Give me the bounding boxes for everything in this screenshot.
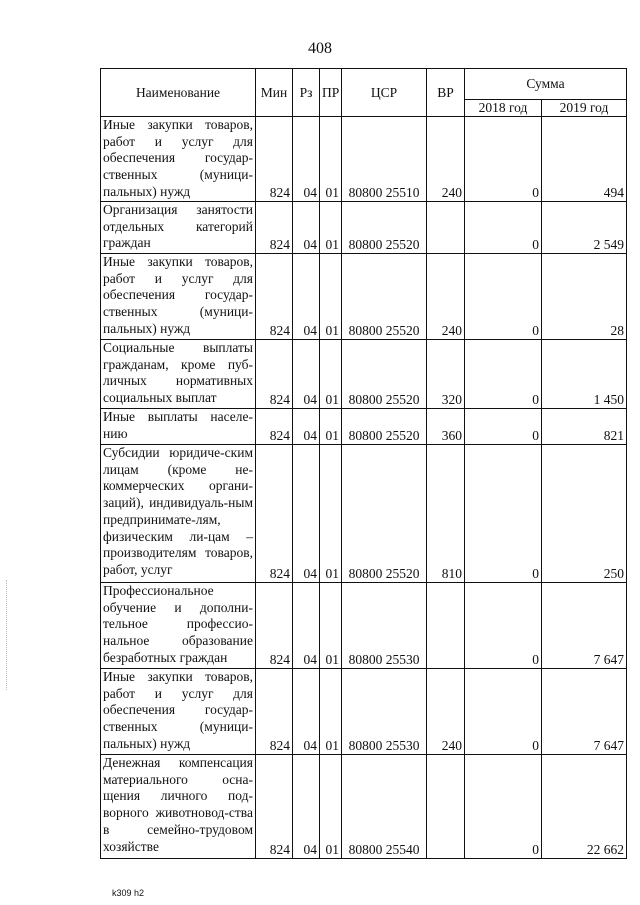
row-vr: [427, 755, 465, 859]
row-min: 824: [256, 340, 293, 409]
row-pr: 01: [320, 202, 342, 254]
row-vr: 240: [427, 117, 465, 202]
row-name: Профессиональное обучение и дополни-тельное профессио-нальное образование безработных граждан: [101, 583, 256, 669]
row-rz: 04: [293, 755, 320, 859]
footer-code: k309 h2: [112, 888, 145, 898]
row-2018: 0: [465, 445, 542, 583]
row-min: 824: [256, 409, 293, 445]
row-min: 824: [256, 117, 293, 202]
row-name: Иные закупки товаров, работ и услуг для обеспечения государ-ственных (муници-пальных) нужд: [101, 669, 256, 755]
table-row: [101, 254, 627, 340]
row-min: 824: [256, 755, 293, 859]
row-2019: 250: [542, 445, 627, 583]
row-vr: 360: [427, 409, 465, 445]
row-name: Организация занятости отдельных категорий граждан: [101, 202, 256, 254]
row-min: 824: [256, 583, 293, 669]
row-name: Субсидии юридиче-ским лицам (кроме не-коммерческих органи-заций), индивидуаль-ным предпринимате-лям, физическим ли-цам – производителям товаров, работ, услуг: [101, 445, 256, 583]
row-csr: 80800 25520: [342, 254, 427, 340]
row-2018: 0: [465, 669, 542, 755]
table-row: [101, 409, 627, 445]
header-min: Мин: [256, 69, 293, 117]
budget-table: [100, 68, 627, 859]
row-min: 824: [256, 202, 293, 254]
row-name: Иные закупки товаров, работ и услуг для обеспечения государ-ственных (муници-пальных) нужд: [101, 254, 256, 340]
row-name: Иные закупки товаров, работ и услуг для обеспечения государ-ственных (муници-пальных) нужд: [101, 117, 256, 202]
row-min: 824: [256, 669, 293, 755]
header-pr: ПР: [320, 69, 342, 117]
row-vr: 240: [427, 669, 465, 755]
row-csr: 80800 25510: [342, 117, 427, 202]
row-2019: 7 647: [542, 583, 627, 669]
row-csr: 80800 25540: [342, 755, 427, 859]
row-pr: 01: [320, 409, 342, 445]
row-2018: 0: [465, 202, 542, 254]
row-rz: 04: [293, 583, 320, 669]
row-vr: 320: [427, 340, 465, 409]
table-row: [101, 583, 627, 669]
header-sum: Сумма: [465, 69, 627, 100]
table-row: [101, 445, 627, 583]
table-row: [101, 669, 627, 755]
row-2018: 0: [465, 340, 542, 409]
row-pr: 01: [320, 755, 342, 859]
row-min: 824: [256, 445, 293, 583]
row-pr: 01: [320, 445, 342, 583]
row-vr: [427, 583, 465, 669]
row-rz: 04: [293, 202, 320, 254]
row-rz: 04: [293, 669, 320, 755]
row-2018: 0: [465, 117, 542, 202]
row-2019: 22 662: [542, 755, 627, 859]
row-pr: 01: [320, 669, 342, 755]
row-pr: 01: [320, 583, 342, 669]
table-row: [101, 340, 627, 409]
header-csr: ЦСР: [342, 69, 427, 117]
row-csr: 80800 25530: [342, 669, 427, 755]
row-vr: 240: [427, 254, 465, 340]
row-name: Иные выплаты населе-нию: [101, 409, 256, 445]
row-2019: 494: [542, 117, 627, 202]
scan-margin-marks: [6, 580, 8, 690]
row-2019: 28: [542, 254, 627, 340]
row-vr: 810: [427, 445, 465, 583]
row-2019: 821: [542, 409, 627, 445]
row-pr: 01: [320, 340, 342, 409]
table-row: [101, 755, 627, 859]
table-row: [101, 202, 627, 254]
row-2018: 0: [465, 755, 542, 859]
row-pr: 01: [320, 254, 342, 340]
row-2018: 0: [465, 409, 542, 445]
header-name: Наименование: [101, 69, 256, 117]
row-csr: 80800 25520: [342, 409, 427, 445]
row-vr: [427, 202, 465, 254]
row-rz: 04: [293, 445, 320, 583]
row-rz: 04: [293, 254, 320, 340]
header-year-2018: 2018 год: [465, 100, 542, 117]
row-2019: 1 450: [542, 340, 627, 409]
page-number: 408: [308, 40, 332, 57]
row-rz: 04: [293, 117, 320, 202]
row-pr: 01: [320, 117, 342, 202]
row-2018: 0: [465, 583, 542, 669]
header-rz: Рз: [293, 69, 320, 117]
row-2019: 2 549: [542, 202, 627, 254]
row-rz: 04: [293, 409, 320, 445]
row-name: Социальные выплаты гражданам, кроме пуб-личных нормативных социальных выплат: [101, 340, 256, 409]
row-csr: 80800 25520: [342, 445, 427, 583]
header-vr: ВР: [427, 69, 465, 117]
row-min: 824: [256, 254, 293, 340]
row-name: Денежная компенсация материального осна-щения личного под-ворного животновод-ства в семейно-трудовом хозяйстве: [101, 755, 256, 859]
row-2019: 7 647: [542, 669, 627, 755]
row-2018: 0: [465, 254, 542, 340]
row-csr: 80800 25530: [342, 583, 427, 669]
table-row: [101, 117, 627, 202]
row-rz: 04: [293, 340, 320, 409]
header-year-2019: 2019 год: [542, 100, 627, 117]
row-csr: 80800 25520: [342, 202, 427, 254]
row-csr: 80800 25520: [342, 340, 427, 409]
